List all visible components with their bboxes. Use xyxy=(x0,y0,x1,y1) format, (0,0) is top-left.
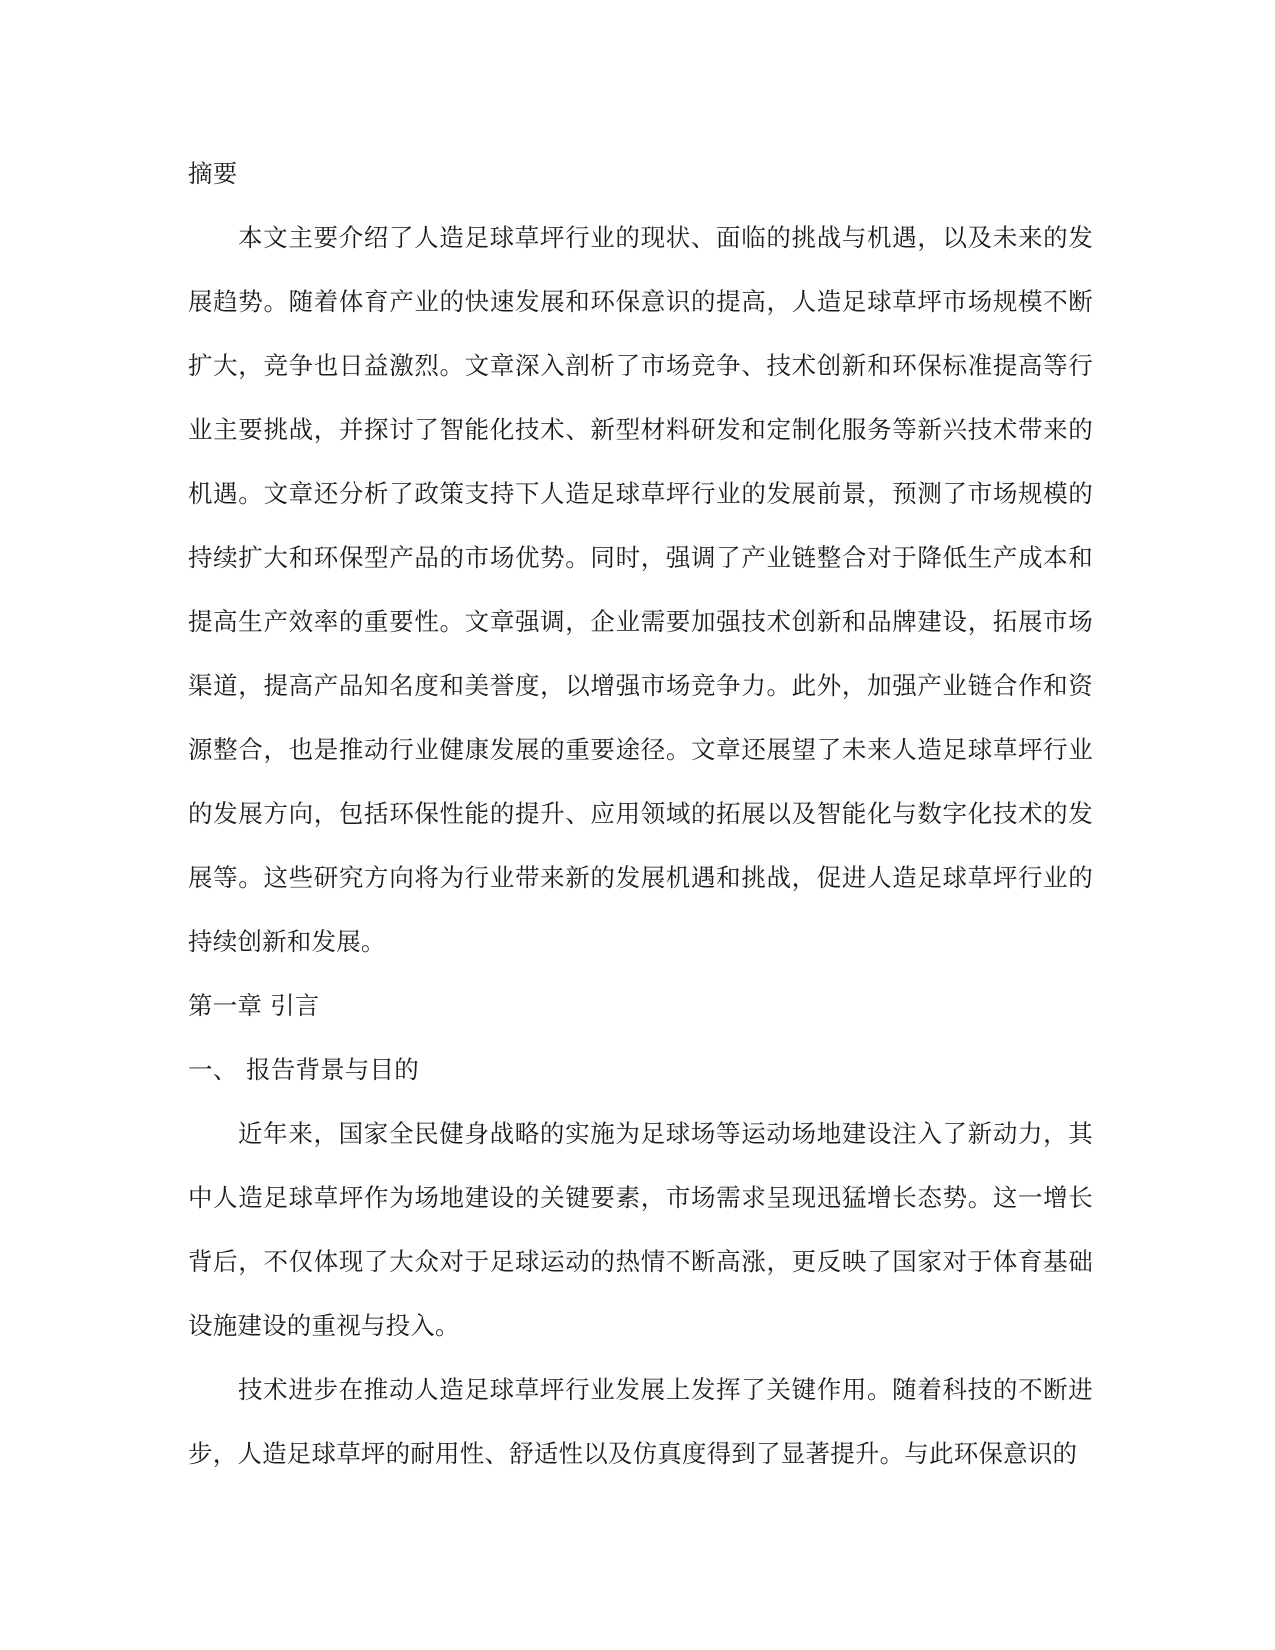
abstract-paragraph: 本文主要介绍了人造足球草坪行业的现状、面临的挑战与机遇，以及未来的发展趋势。随着体育产业的快速发展和环保意识的提高，人造足球草坪市场规模不断扩大，竞争也日益激烈。文章深入剖析了市场竞争、技术创新和环保标准提高等行业主要挑战，并探讨了智能化技术、新型材料研发和定制化服务等新兴技术带来的机遇。文章还分析了政策支持下人造足球草坪行业的发展前景，预测了市场规模的持续扩大和环保型产品的市场优势。同时，强调了产业链整合对于降低生产成本和提高生产效率的重要性。文章强调，企业需要加强技术创新和品牌建设，拓展市场渠道，提高产品知名度和美誉度，以增强市场竞争力。此外，加强产业链合作和资源整合，也是推动行业健康发展的重要途径。文章还展望了未来人造足球草坪行业的发展方向，包括环保性能的提升、应用领域的拓展以及智能化与数字化技术的发展等。这些研究方向将为行业带来新的发展机遇和挑战，促进人造足球草坪行业的持续创新和发展。 xyxy=(188,223,1093,956)
body-paragraph-1: 近年来，国家全民健身战略的实施为足球场等运动场地建设注入了新动力，其中人造足球草坪作为场地建设的关键要素，市场需求呈现迅猛增长态势。这一增长背后，不仅体现了大众对于足球运动的热情不断高涨，更反映了国家对于体育基础设施建设的重视与投入。 xyxy=(188,1119,1093,1340)
chapter-title: 第一章 引言 xyxy=(188,991,320,1020)
abstract-heading: 摘要 xyxy=(188,159,238,188)
section-number: 一、 xyxy=(188,1055,238,1084)
section-heading xyxy=(188,1038,1093,1102)
body-paragraph-2: 技术进步在推动人造足球草坪行业发展上发挥了关键作用。随着科技的不断进步，人造足球草坪的耐用性、舒适性以及仿真度得到了显著提升。与此环保意识的 xyxy=(188,1375,1093,1468)
section-title: 报告背景与目的 xyxy=(246,1055,419,1084)
document-body xyxy=(188,142,1093,1486)
